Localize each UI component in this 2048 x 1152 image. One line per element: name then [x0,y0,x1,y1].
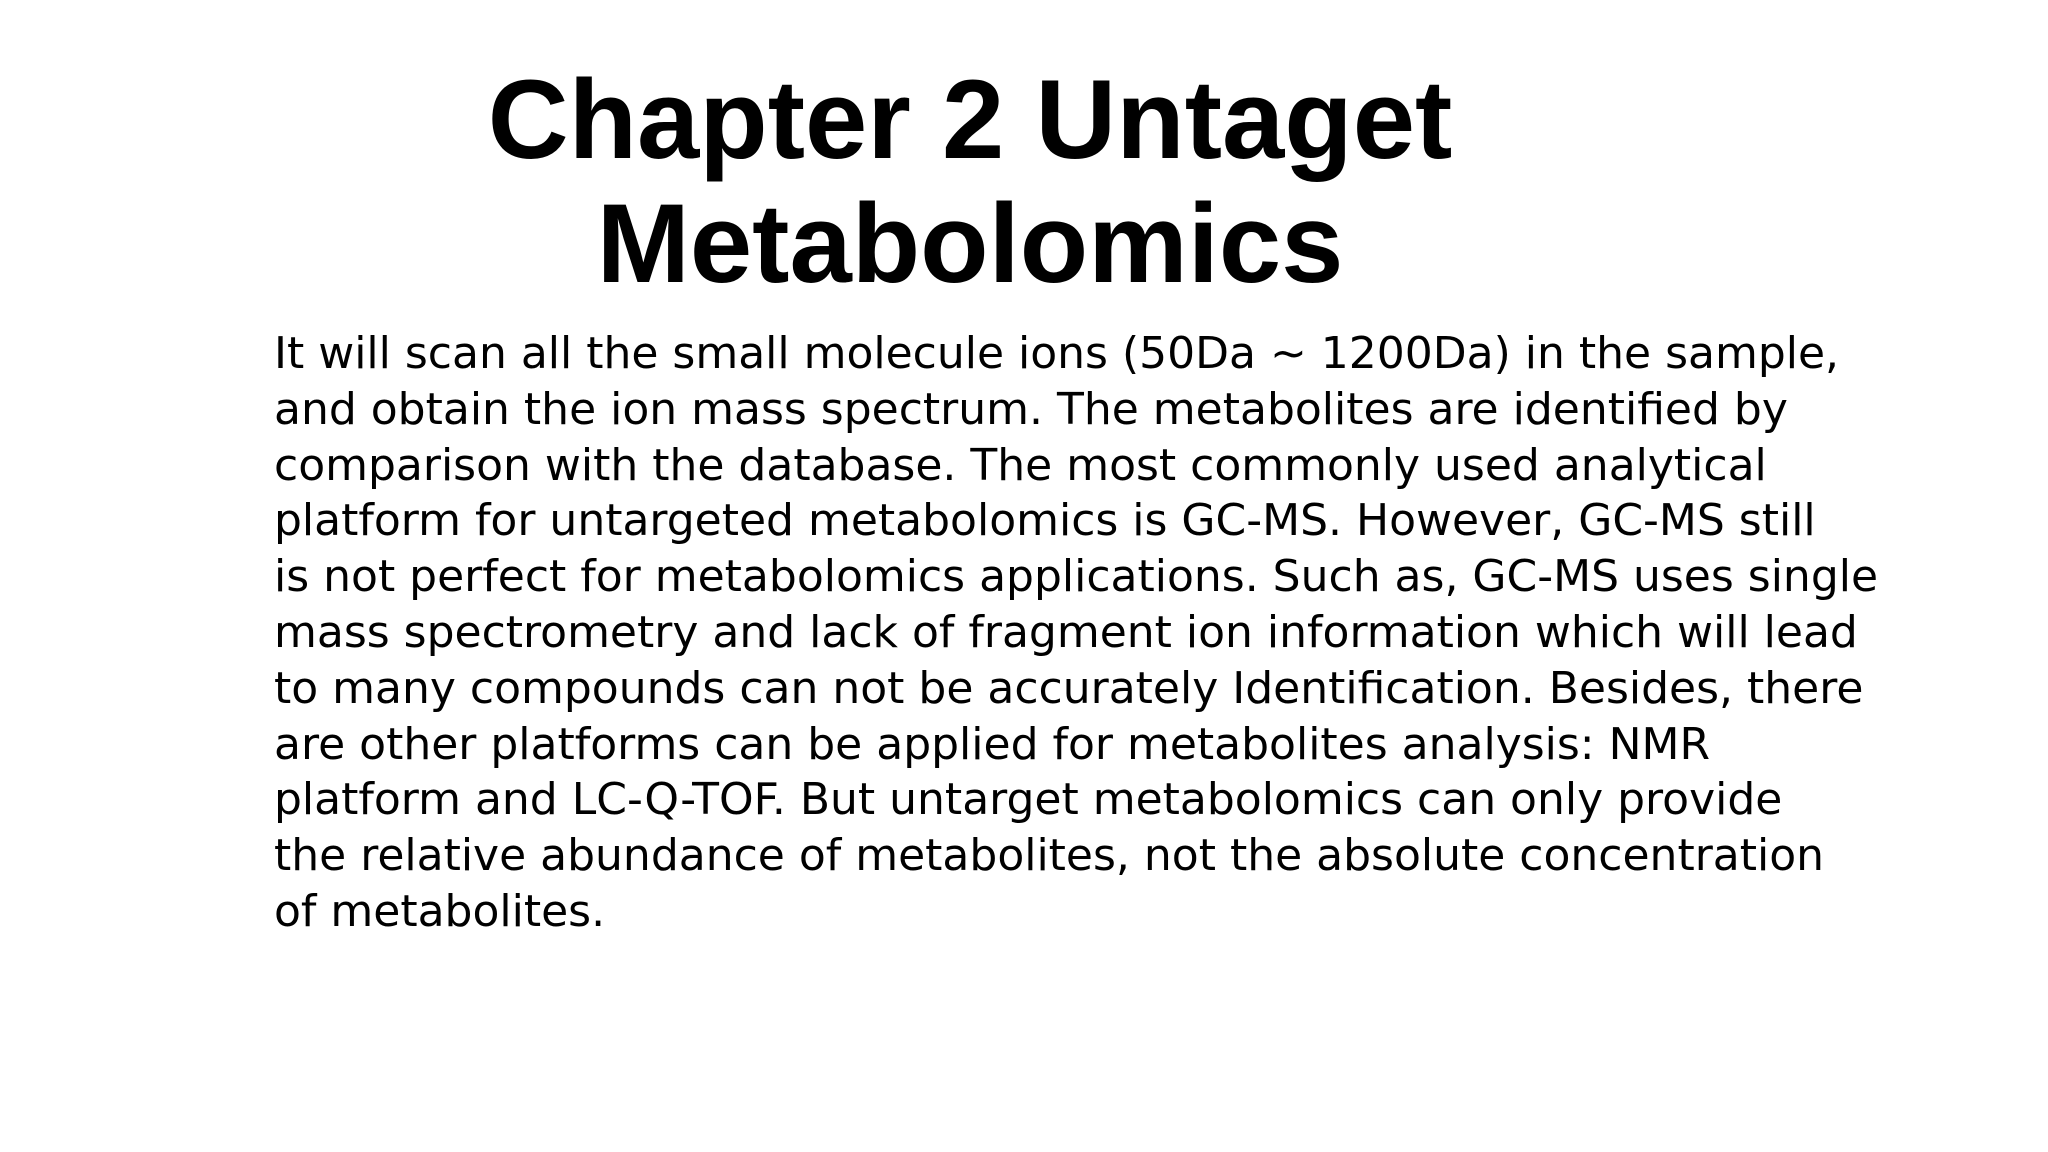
body-line: are other platforms can be applied for metabolites analysis: NMR [274,718,1711,770]
body-line: comparison with the database. The most commonly used analytical [274,439,1767,491]
body-line: platform and LC-Q-TOF. But untarget metabolomics can only provide [274,774,1783,826]
body-line: the relative abundance of metabolites, not the absolute concentration [274,830,1825,882]
body-line: and obtain the ion mass spectrum. The metabolites are identified by [274,383,1788,435]
body-line: It will scan all the small molecule ions (50Da ~ 1200Da) in the sample, [274,328,1840,379]
slide-title [360,58,1580,306]
slide-body-text [274,326,1879,940]
body-line: of metabolites. [274,885,606,937]
slide-title-line: Metabolomics [596,181,1344,306]
body-line: to many compounds can not be accurately Identification. Besides, there [274,662,1864,714]
body-line: platform for untargeted metabolomics is GC-MS. However, GC-MS still [274,495,1816,547]
body-line: is not perfect for metabolomics applications. Such as, GC-MS uses single [274,551,1879,603]
slide-title-line: Chapter 2 Untaget [487,57,1453,182]
body-line: mass spectrometry and lack of fragment ion information which will lead [274,606,1858,658]
